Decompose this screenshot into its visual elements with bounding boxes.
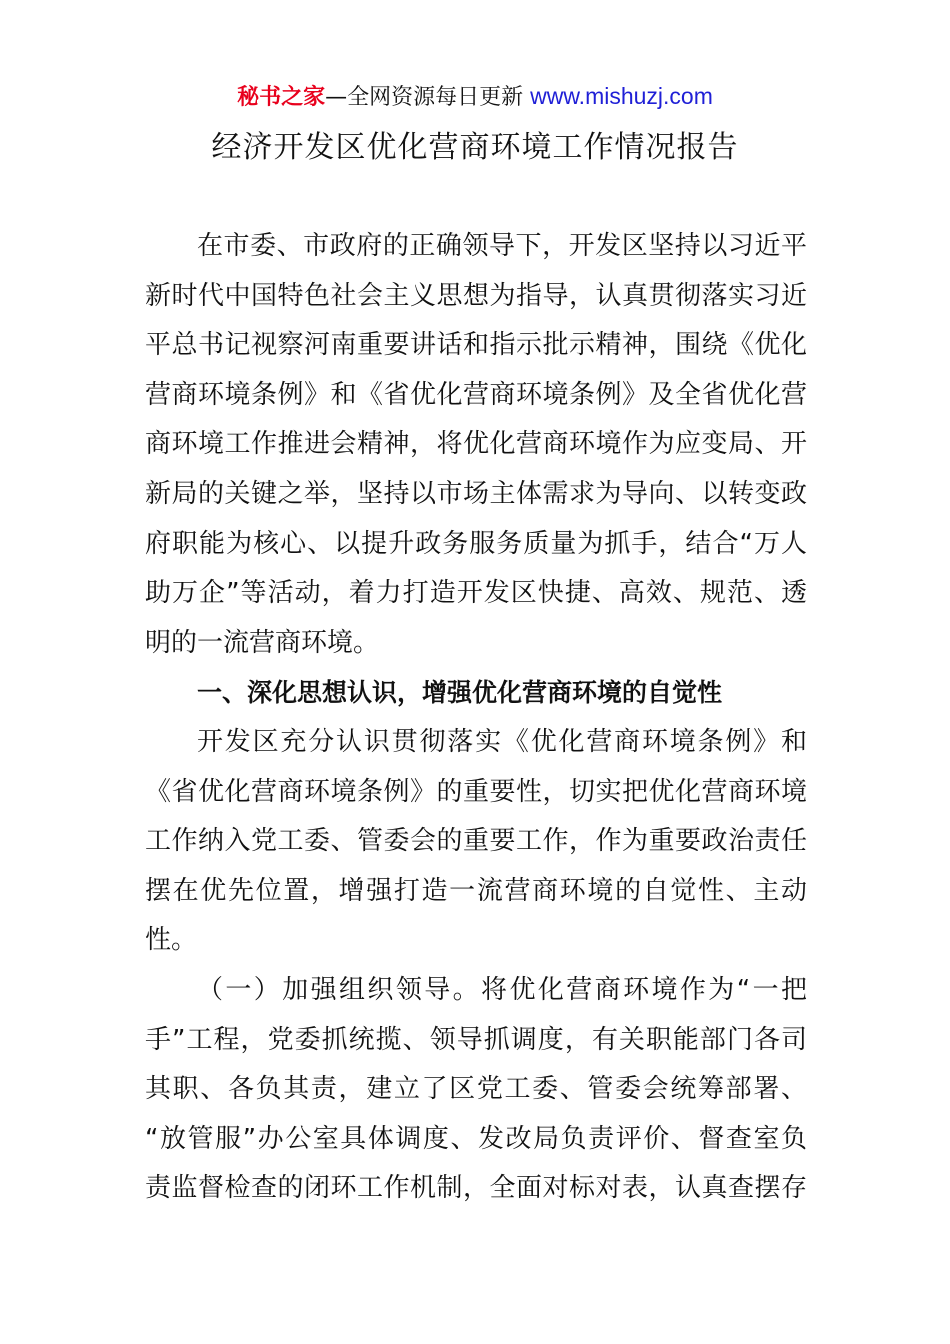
site-url: www.mishuzj.com: [530, 83, 713, 109]
document-title: 经济开发区优化营商环境工作情况报告: [211, 130, 739, 165]
paragraph-line: 性。: [145, 925, 198, 956]
section-heading: 一、深化思想认识，增强优化营商环境的自觉性: [197, 678, 723, 708]
paragraph-line: 明的一流营商环境。: [145, 627, 380, 658]
header-tagline: —全网资源每日更新: [325, 85, 524, 110]
paragraph-line: 手”工程，党委抓统揽、领导抓调度，有关职能部门各司: [145, 1024, 807, 1055]
paragraph-line: 新时代中国特色社会主义思想为指导，认真贯彻落实习近: [145, 280, 807, 311]
brand-name: 秘书之家: [237, 85, 326, 110]
paragraph-line: 府职能为核心、以提升政务服务质量为抓手，结合“万人: [145, 528, 807, 559]
paragraph-line: 摆在优先位置，增强打造一流营商环境的自觉性、主动: [145, 875, 807, 906]
paragraph-line: 助万企”等活动，着力打造开发区快捷、高效、规范、透: [145, 578, 807, 609]
paragraph-line: 其职、各负其责，建立了区党工委、管委会统筹部署、: [145, 1074, 807, 1105]
paragraph-line: 新局的关键之举，坚持以市场主体需求为导向、以转变政: [145, 478, 807, 509]
paragraph-line: 平总书记视察河南重要讲话和指示批示精神，围绕《优化: [145, 330, 807, 361]
site-header: [0, 80, 950, 114]
paragraph-line: “放管服”办公室具体调度、发改局负责评价、督查室负: [145, 1123, 807, 1154]
paragraph-line: 工作纳入党工委、管委会的重要工作，作为重要政治责任: [145, 826, 807, 857]
document-body: [145, 222, 807, 1214]
paragraph-line: 《省优化营商环境条例》的重要性，切实把优化营商环境: [145, 776, 807, 807]
paragraph-line: 营商环境条例》和《省优化营商环境条例》及全省优化营: [145, 379, 807, 410]
paragraph-line: 开发区充分认识贯彻落实《优化营商环境条例》和: [197, 726, 807, 757]
paragraph-line: 商环境工作推进会精神，将优化营商环境作为应变局、开: [145, 429, 807, 460]
paragraph-line: 责监督检查的闭环工作机制，全面对标对表，认真查摆存: [145, 1173, 807, 1204]
paragraph-line: （一）加强组织领导。将优化营商环境作为“一把: [197, 974, 807, 1005]
paragraph-line: 在市委、市政府的正确领导下，开发区坚持以习近平: [197, 231, 807, 261]
